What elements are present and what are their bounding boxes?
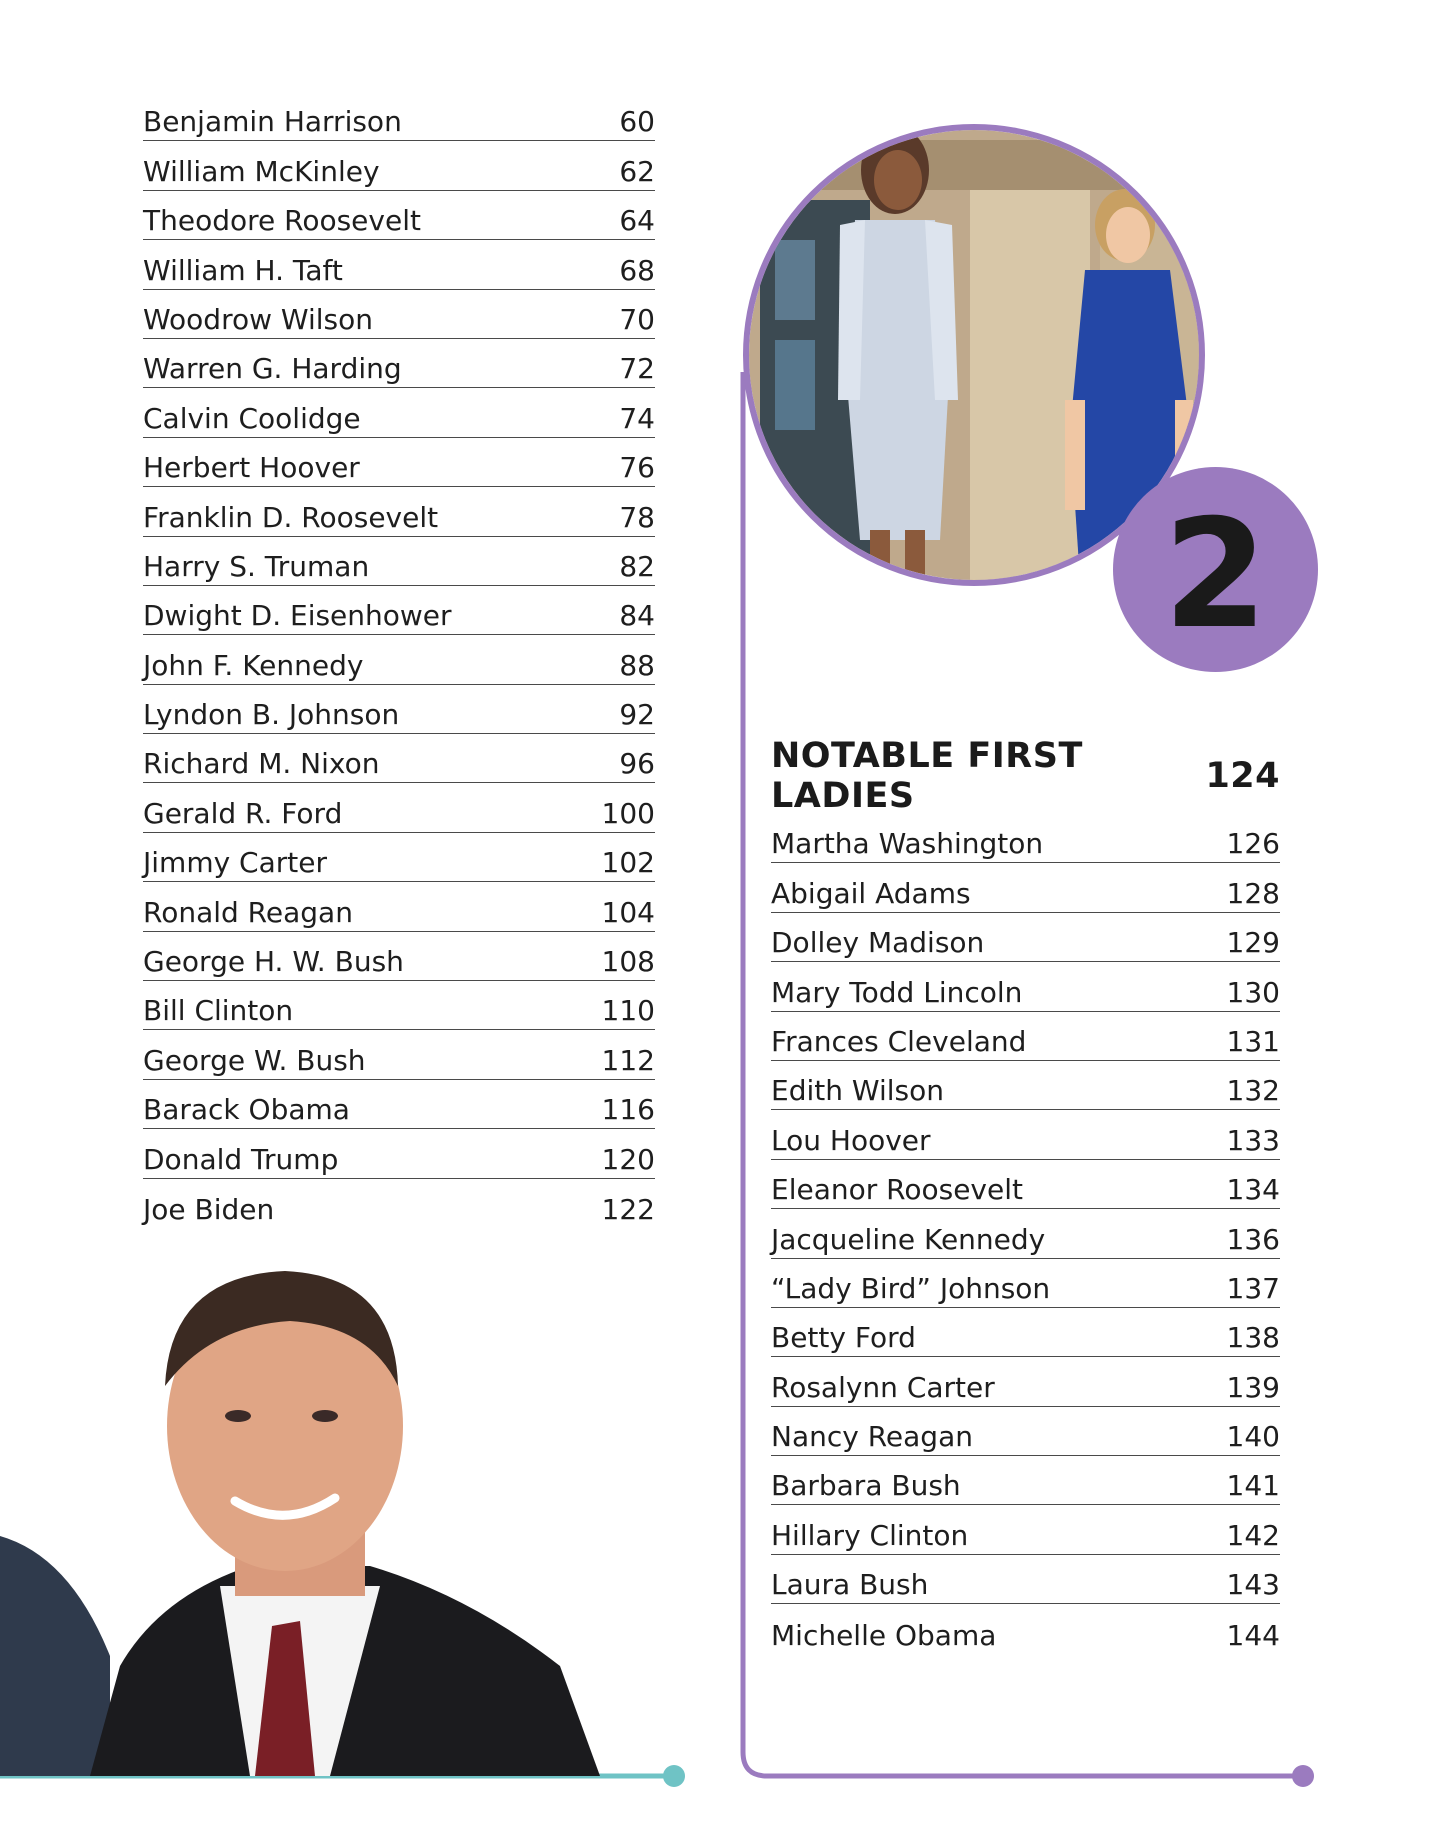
toc-entry-name: Abigail Adams — [771, 876, 971, 910]
toc-entry-page: 143 — [1226, 1568, 1280, 1602]
toc-entry[interactable] — [771, 1160, 1280, 1209]
toc-entry-name: Bill Clinton — [143, 994, 294, 1028]
toc-entry-page: 142 — [1226, 1518, 1280, 1552]
toc-entry[interactable] — [143, 438, 655, 487]
toc-entry-page: 120 — [601, 1142, 655, 1176]
toc-entry[interactable] — [143, 141, 655, 190]
toc-entry[interactable] — [143, 1129, 655, 1178]
toc-entry-page: 132 — [1226, 1074, 1280, 1108]
toc-entry-name: Gerald R. Ford — [143, 796, 343, 830]
toc-entry[interactable] — [143, 537, 655, 586]
toc-entry-name: Laura Bush — [771, 1568, 929, 1602]
toc-entry[interactable] — [143, 487, 655, 536]
toc-entry-page: 134 — [1226, 1173, 1280, 1207]
toc-entry[interactable] — [143, 882, 655, 931]
toc-entry-page: 110 — [601, 994, 655, 1028]
toc-entry-page: 136 — [1226, 1222, 1280, 1256]
toc-entry-name: Rosalynn Carter — [771, 1370, 995, 1404]
toc-entry-name: Richard M. Nixon — [143, 747, 380, 781]
toc-entry[interactable] — [771, 1061, 1280, 1110]
presidents-toc-list — [143, 92, 655, 1228]
toc-entry-page: 116 — [601, 1093, 655, 1127]
toc-entry[interactable] — [143, 1030, 655, 1079]
toc-entry[interactable] — [143, 240, 655, 289]
toc-entry-page: 92 — [619, 698, 655, 732]
toc-entry-name: Mary Todd Lincoln — [771, 975, 1023, 1009]
toc-entry-name: Donald Trump — [143, 1142, 339, 1176]
toc-entry[interactable] — [143, 191, 655, 240]
toc-entry[interactable] — [143, 833, 655, 882]
section-page-number: 124 — [1205, 756, 1280, 796]
toc-entry-page: 88 — [619, 648, 655, 682]
toc-entry[interactable] — [771, 913, 1280, 962]
toc-entry-page: 138 — [1226, 1321, 1280, 1355]
toc-entry-page: 78 — [619, 500, 655, 534]
toc-entry-page: 72 — [619, 352, 655, 386]
toc-entry[interactable] — [771, 863, 1280, 912]
toc-entry[interactable] — [143, 685, 655, 734]
toc-entry-name: Dwight D. Eisenhower — [143, 599, 452, 633]
toc-entry-page: 122 — [601, 1192, 655, 1226]
toc-entry-name: Theodore Roosevelt — [143, 204, 421, 238]
toc-entry[interactable] — [771, 1456, 1280, 1505]
section-title: NOTABLE FIRST LADIES — [771, 736, 1083, 816]
toc-entry-name: Jimmy Carter — [143, 846, 327, 880]
toc-entry-name: Woodrow Wilson — [143, 302, 374, 336]
chapter-number: 2 — [1163, 487, 1268, 662]
toc-entry-page: 126 — [1226, 827, 1280, 861]
toc-entry-name: Betty Ford — [771, 1321, 916, 1355]
toc-entry-page: 128 — [1226, 876, 1280, 910]
toc-entry-name: William H. Taft — [143, 253, 343, 287]
toc-entry-page: 96 — [619, 747, 655, 781]
toc-entry-name: Barbara Bush — [771, 1469, 961, 1503]
toc-entry-name: “Lady Bird” Johnson — [771, 1271, 1051, 1305]
toc-entry-page: 62 — [619, 154, 655, 188]
toc-entry[interactable] — [143, 92, 655, 141]
toc-entry-page: 130 — [1226, 975, 1280, 1009]
toc-entry-name: William McKinley — [143, 154, 380, 188]
toc-entry-name: Nancy Reagan — [771, 1420, 973, 1454]
toc-entry-page: 76 — [619, 451, 655, 485]
toc-entry[interactable] — [143, 734, 655, 783]
toc-entry-page: 60 — [619, 105, 655, 139]
toc-entry[interactable] — [143, 981, 655, 1030]
toc-entry-name: Frances Cleveland — [771, 1024, 1027, 1058]
toc-entry-name: Edith Wilson — [771, 1074, 944, 1108]
toc-entry-page: 74 — [619, 401, 655, 435]
toc-entry[interactable] — [143, 290, 655, 339]
first-ladies-toc-list — [771, 814, 1280, 1654]
toc-entry-page: 102 — [601, 846, 655, 880]
toc-entry[interactable] — [771, 1505, 1280, 1554]
toc-entry-page: 144 — [1226, 1618, 1280, 1652]
toc-entry-name: John F. Kennedy — [143, 648, 364, 682]
toc-entry-name: Lyndon B. Johnson — [143, 698, 400, 732]
toc-entry-page: 82 — [619, 549, 655, 583]
toc-entry[interactable] — [771, 1012, 1280, 1061]
toc-entry[interactable] — [771, 1357, 1280, 1406]
president-portrait — [0, 1236, 620, 1776]
toc-entry[interactable] — [771, 962, 1280, 1011]
toc-entry-name: Lou Hoover — [771, 1123, 931, 1157]
toc-entry-page: 108 — [601, 945, 655, 979]
toc-entry-name: Calvin Coolidge — [143, 401, 361, 435]
toc-entry[interactable] — [771, 1110, 1280, 1159]
toc-entry-page: 70 — [619, 302, 655, 336]
toc-entry[interactable] — [143, 783, 655, 832]
toc-entry-name: Michelle Obama — [771, 1618, 997, 1652]
toc-entry-name: Ronald Reagan — [143, 895, 353, 929]
toc-entry-name: Benjamin Harrison — [143, 105, 402, 139]
toc-entry-name: Martha Washington — [771, 827, 1044, 861]
toc-entry-name: Hillary Clinton — [771, 1518, 969, 1552]
toc-entry-name: Eleanor Roosevelt — [771, 1173, 1023, 1207]
toc-entry-page: 100 — [601, 796, 655, 830]
toc-entry-name: George W. Bush — [143, 1043, 366, 1077]
toc-entry[interactable] — [143, 1080, 655, 1129]
toc-entry-name: Jacqueline Kennedy — [771, 1222, 1046, 1256]
toc-entry[interactable] — [143, 388, 655, 437]
toc-entry[interactable] — [771, 814, 1280, 863]
toc-entry-page: 104 — [601, 895, 655, 929]
toc-entry[interactable] — [771, 1259, 1280, 1308]
toc-entry-name: Harry S. Truman — [143, 549, 370, 583]
toc-entry[interactable] — [143, 932, 655, 981]
toc-entry[interactable] — [771, 1555, 1280, 1604]
toc-entry-name: Warren G. Harding — [143, 352, 402, 386]
toc-entry[interactable] — [143, 339, 655, 388]
toc-entry[interactable] — [143, 635, 655, 684]
toc-entry[interactable] — [143, 586, 655, 635]
toc-entry[interactable] — [771, 1407, 1280, 1456]
teal-line-end-dot — [663, 1765, 685, 1787]
chapter-number-badge — [1113, 467, 1318, 672]
toc-entry-page: 131 — [1226, 1024, 1280, 1058]
toc-entry-page: 64 — [619, 204, 655, 238]
toc-entry-name: Herbert Hoover — [143, 451, 360, 485]
toc-entry-name: George H. W. Bush — [143, 945, 404, 979]
toc-entry-page: 84 — [619, 599, 655, 633]
toc-entry-page: 112 — [601, 1043, 655, 1077]
toc-entry[interactable] — [771, 1604, 1280, 1653]
toc-entry-page: 129 — [1226, 926, 1280, 960]
toc-entry[interactable] — [771, 1308, 1280, 1357]
toc-entry-name: Joe Biden — [143, 1192, 275, 1226]
toc-entry[interactable] — [143, 1179, 655, 1228]
toc-entry-page: 133 — [1226, 1123, 1280, 1157]
toc-entry[interactable] — [771, 1209, 1280, 1258]
toc-entry-page: 141 — [1226, 1469, 1280, 1503]
toc-entry-name: Franklin D. Roosevelt — [143, 500, 439, 534]
toc-entry-name: Dolley Madison — [771, 926, 985, 960]
toc-entry-page: 137 — [1226, 1271, 1280, 1305]
toc-entry-name: Barack Obama — [143, 1093, 350, 1127]
toc-entry-page: 140 — [1226, 1420, 1280, 1454]
toc-entry-page: 68 — [619, 253, 655, 287]
toc-entry-page: 139 — [1226, 1370, 1280, 1404]
section-heading[interactable] — [771, 736, 1280, 816]
